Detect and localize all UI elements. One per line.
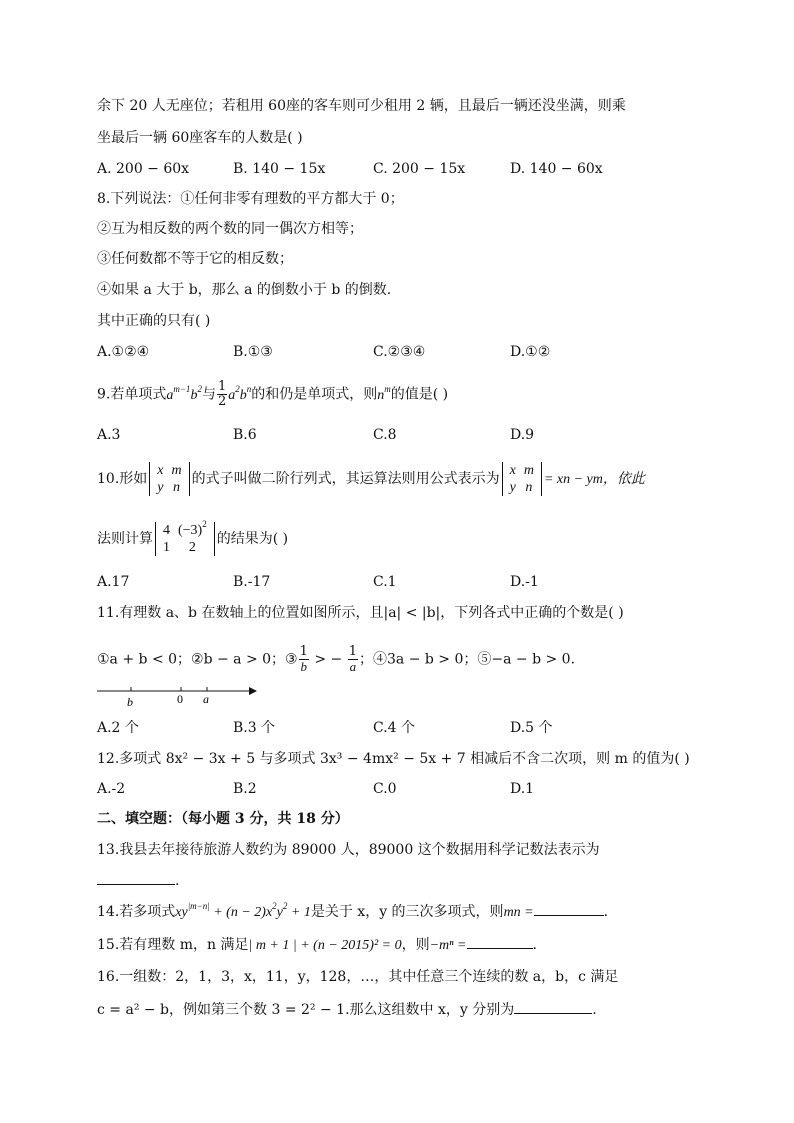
q12-option-d[interactable]: D.1 — [510, 781, 535, 797]
q9-option-c[interactable]: C.8 — [373, 427, 397, 443]
q10-line2-prefix: 法则计算 — [97, 531, 153, 547]
q10-determinant-compute: 4 $(-3)^2$ 1 2 — [155, 522, 215, 556]
q11-items-2: ；④3a − b > 0；⑤−a − b > 0. — [358, 651, 576, 668]
q10-option-d[interactable]: D.-1 — [510, 574, 539, 590]
q9-monomial-2: $a^2b^n$ — [228, 383, 252, 403]
q12-option-b[interactable]: B.2 — [233, 781, 257, 797]
q11-items-1: ①a + b < 0；②b − a > 0；③ — [97, 651, 298, 668]
q11-fraction-1-over-a: $\frac{1}{a}$ — [348, 644, 357, 674]
q9-prefix: 9.若单项式 — [97, 386, 167, 403]
q15-suffix: ，则 — [401, 937, 430, 953]
q11-stem: 11.有理数 a、b 在数轴上的位置如图所示，且|a| < |b|，下列各式中正确的个数是( ) — [97, 605, 624, 621]
q15-stem — [97, 934, 537, 956]
q15-expression: | m + 1 | + (n − 2015)² = 0 — [248, 938, 402, 953]
q9-monomial-1: $a^{m-1}b^2$ — [166, 383, 202, 403]
q10-option-a[interactable]: A.17 — [97, 574, 130, 590]
q10-determinant-formula: x m y n — [502, 462, 542, 496]
q9-option-a[interactable]: A.3 — [97, 427, 121, 443]
axis-label-a: a — [203, 692, 209, 706]
q9-half-fraction: $\frac{1}{2}$ — [217, 379, 227, 409]
q15-prefix: 15.若有理数 m，n 满足 — [97, 937, 249, 953]
q14-prefix: 14.若多项式 — [97, 904, 176, 920]
q16-answer-blank[interactable] — [514, 999, 592, 1014]
q10-determinant-form: x m y n — [149, 462, 189, 496]
q8-stem: 8.下列说法：①任何非零有理数的平方都大于 0； — [97, 191, 404, 207]
q8-statement-4: ④如果 a 大于 b，那么 a 的倒数小于 b 的倒数. — [97, 282, 392, 298]
q10-stem — [97, 462, 645, 496]
q11-option-c[interactable]: C.4 个 — [373, 720, 416, 736]
q13-line1: 13.我县去年接待旅游人数约为 89000 人，89000 这个数据用科学记数法表示为 — [97, 842, 600, 858]
q15-answer-blank[interactable] — [467, 934, 533, 949]
axis-label-zero: 0 — [177, 692, 183, 706]
q13-end: . — [175, 873, 180, 889]
q10-line2-suffix: 的结果为( ) — [216, 531, 289, 547]
q8-option-d[interactable]: D.①② — [510, 344, 551, 360]
q7-option-c[interactable]: C. 200 − 15x — [373, 161, 466, 177]
q11-option-d[interactable]: D.5 个 — [510, 720, 553, 736]
q8-ask: 其中正确的只有( ) — [97, 313, 211, 329]
q9-suffix: 的和仍是单项式，则 — [251, 386, 378, 403]
q8-statement-2: ②互为相反数的两个数的同一偶次方相等； — [97, 221, 363, 237]
section-fill-in-title: 二、填空题：（每小题 3 分，共 18 分） — [97, 811, 349, 827]
q11-option-b[interactable]: B.3 个 — [233, 720, 276, 736]
q12-option-c[interactable]: C.0 — [373, 781, 397, 797]
q9-option-b[interactable]: B.6 — [233, 427, 257, 443]
q14-answer-blank[interactable] — [534, 901, 604, 916]
q8-option-a[interactable]: A.①②④ — [97, 344, 150, 360]
q14-suffix: 是关于 x，y 的三次多项式，则 — [310, 904, 504, 920]
q7-line1: 余下 20 人无座位；若租用 60座的客车则可少租用 2 辆，且最后一辆还没坐满，则乘 — [97, 98, 626, 114]
q9-stem — [97, 380, 448, 409]
q14-mn: mn = — [503, 905, 534, 920]
q9-option-d[interactable]: D.9 — [510, 427, 535, 443]
q12-option-a[interactable]: A.-2 — [97, 781, 126, 797]
q15-end: . — [532, 937, 537, 953]
q7-option-b[interactable]: B. 140 − 15x — [233, 161, 326, 177]
q10-option-c[interactable]: C.1 — [373, 574, 397, 590]
q10-option-b[interactable]: B.-17 — [233, 574, 271, 590]
q9-end: 的值是( ) — [390, 386, 449, 403]
q9-mid: 与 — [201, 386, 216, 403]
q12-stem: 12.多项式 8x² − 3x + 5 与多项式 3x³ − 4mx² − 5x + 7 相减后不含二次项，则 m 的值为( ) — [97, 751, 690, 767]
q14-polynomial: $xy^{|m-n|} + (n - 2)x^2y^2 + 1$ — [175, 901, 311, 920]
q16-end: . — [592, 1002, 597, 1018]
q11-items: ①a + b < 0；②b − a > 0；③ $\frac{1}{b}$ > − $\frac{1}{a}$ ；④3a − b > 0；⑤−a − b > 0. — [97, 644, 576, 674]
q10-line2 — [97, 519, 289, 556]
q11-number-line — [97, 683, 262, 711]
q16-line1: 16.一组数：2，1，3，x，11，y，128，…，其中任意三个连续的数 a，b，c 满足 — [97, 969, 619, 985]
q7-line2: 坐最后一辆 60座客车的人数是( ) — [97, 130, 303, 146]
q14-end: . — [603, 904, 609, 920]
q16-line2-text: c = a² − b，例如第三个数 3 = 2² − 1.那么这组数中 x，y 分别为 — [97, 1002, 515, 1018]
q15-expression-2: −mⁿ = — [429, 938, 467, 953]
q7-option-a[interactable]: A. 200 − 60x — [97, 161, 190, 177]
q8-option-b[interactable]: B.①③ — [233, 344, 273, 360]
q16-line2 — [97, 999, 597, 1020]
q13-answer-blank[interactable] — [97, 870, 175, 885]
q9-power: $n^m$ — [377, 383, 391, 403]
q7-option-d[interactable]: D. 140 − 60x — [510, 161, 603, 177]
q8-option-c[interactable]: C.②③④ — [373, 344, 426, 360]
q13-line2 — [97, 870, 179, 891]
q10-formula: = xn − ym，依此 — [543, 472, 645, 487]
q11-fraction-1-over-b: $\frac{1}{b}$ — [299, 644, 308, 674]
axis-label-b: b — [127, 695, 133, 709]
q10-prefix: 10.形如 — [97, 471, 148, 487]
q14-stem — [97, 901, 608, 923]
q8-statement-3: ③任何数都不等于它的相反数； — [97, 251, 293, 267]
q11-option-a[interactable]: A.2 个 — [97, 720, 139, 736]
q10-mid: 的式子叫做二阶行列式，其运算法则用公式表示为 — [191, 471, 500, 487]
